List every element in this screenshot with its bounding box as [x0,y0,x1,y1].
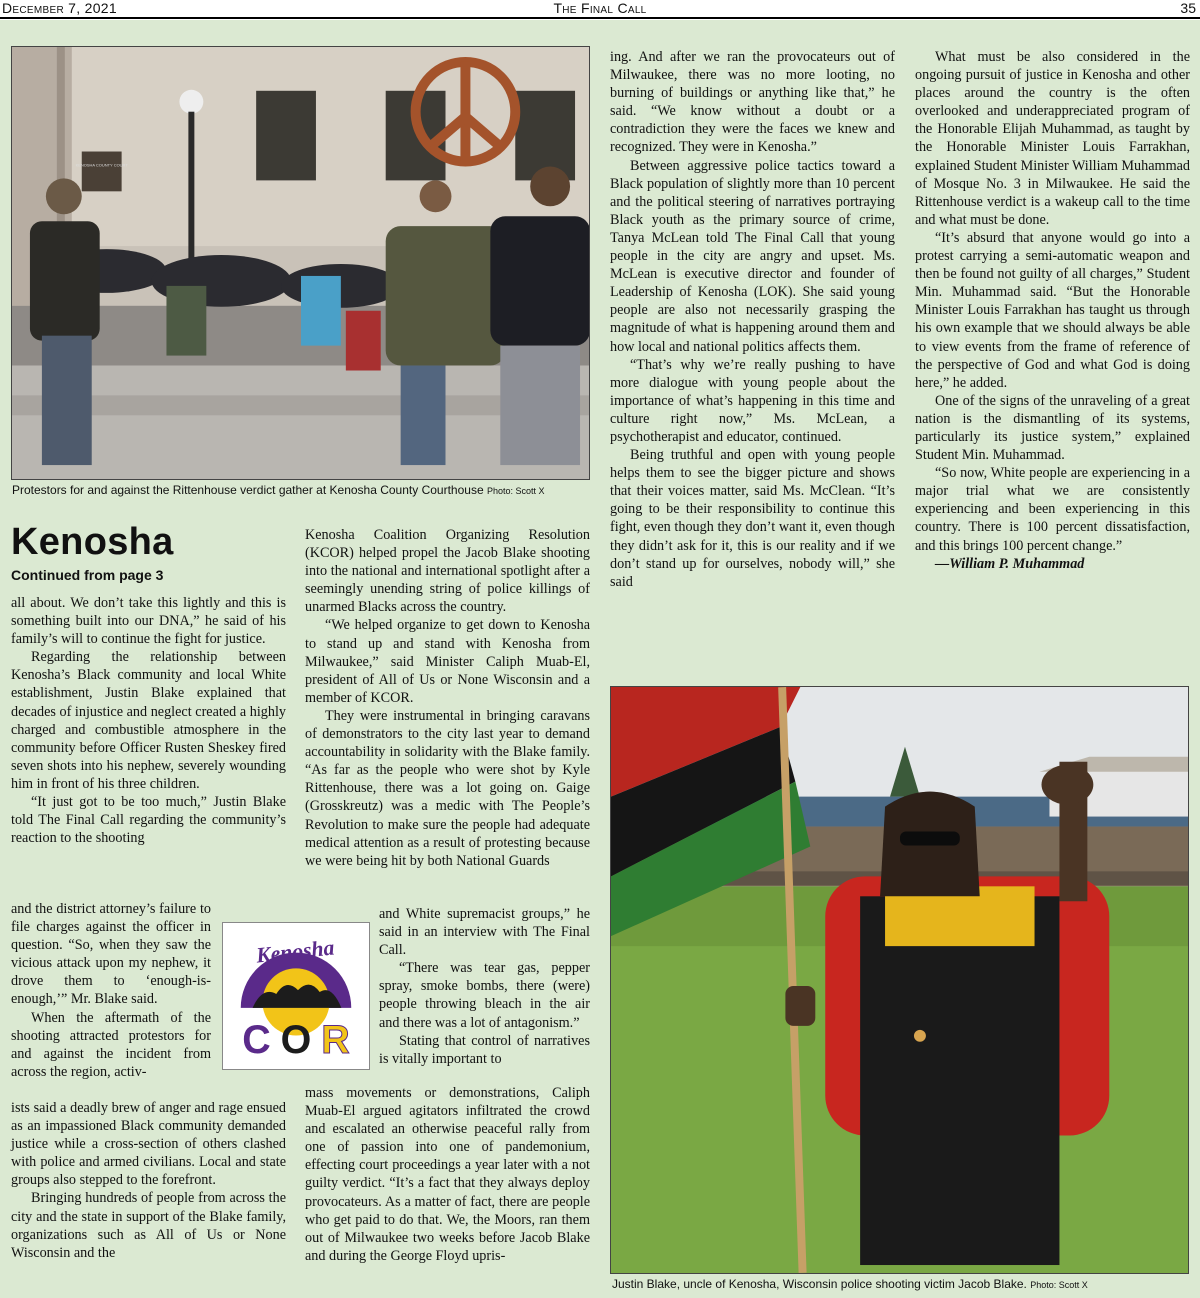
article-column-2-wrap [379,905,590,1068]
header-rule [0,17,1200,19]
photo2-caption-text: Justin Blake, uncle of Kenosha, Wisconsin police shooting victim Jacob Blake. [612,1277,1027,1291]
photo2-caption [612,1277,1088,1292]
paragraph: They were instrumental in bringing caravans of demonstrators to the city last year to demand accountability in solidarity with the Blake family. “As far as the people who were shot by Kyle Rittenhouse, there was a lot going on. Gaige (Grosskreutz) was a medic with The People’s Revolution to make sure the people had adequate medical attention as a result of protesting because we were being hit by both National Guards [305,707,590,869]
logo-letter-r: R [321,1018,350,1063]
paragraph: Between aggressive police tactics toward a Black population of slightly more than 10 percent and the political steering of narratives portraying Black youth as the primary source of crime, Tanya McLean told The Final Call that young people in the city are angry and upset. Ms. McLean is executive director and founder of Leadership of Kenosha (LOK). She said young people are also not necessarily grasping the magnitude of what is happening around them and how local and national politics affects them. [610,157,895,355]
paragraph: Kenosha Coalition Organizing Resolution (KCOR) helped propel the Jacob Blake shooting into the national and international spotlight after a seemingly unending string of police killings of unarmed Blacks across the country. [305,527,590,616]
article-column-1 [11,594,286,847]
publication-name: The Final Call [553,0,647,16]
paragraph: mass movements or demonstrations, Caliph Muab-El argued agitators infiltrated the crowd and escalated an otherwise peaceful rally from one of passion into one of pandemonium, effecting court proceedings a year later with a not guilty verdict. “It’s a fact that they always deploy provocateurs. As a matter of fact, there are people who get paid to do that. We, the Moors, ran them out of Milwaukee two weeks before Jacob Blake and during the George Floyd upris- [305,1085,590,1264]
kcor-logo [222,922,370,1070]
paragraph: Stating that control of narratives is vitally important to [379,1032,590,1067]
paragraph: “It just got to be too much,” Justin Blake told The Final Call regarding the community’s reaction to the shooting [11,794,286,847]
paragraph: and White supremacist groups,” he said in an interview with The Final Call. [379,906,590,959]
continued-from-line: Continued from page 3 [11,567,164,583]
paragraph: Being truthful and open with young people helps them to see the bigger picture and shows that their voices matter, said Ms. McClean. “It’s going to be their responsibility to continue this fight, even though they don’t want it, even though they didn’t ask for it, this is our reality and if we don’t stand up for ourselves, nobody will,” she said [610,447,895,590]
paragraph: What must be also considered in the ongoing pursuit of justice in Kenosha and other places around the country is the often overlooked and underappreciated program of the Honorable Elijah Muhammad, as taught by the Honorable Minister Louis Farrakhan, explained Student Minister William Muhammad of Mosque No. 3 in Milwaukee. He said the Rittenhouse verdict is a wakeup call to the time and what must be done. [915,49,1190,228]
paragraph: Regarding the relationship between Kenosha’s Black community and local White establishment, Justin Blake explained that decades of injustice and neglect created a highly charged and combustible atmosphere in the community before Officer Rusten Sheskey fired seven shots into his nephew, severely wounding him in front of his three children. [11,649,286,792]
paragraph: “It’s absurd that anyone would go into a protest carrying a semi-automatic weapon and then be found not guilty of all charges,” Student Min. Muhammad said. “But the Honorable Minister Louis Farrakhan has taught us through his own example that we should always be able to view events from the frame of reference of the perspective of God and what God is doing here,” he added. [915,229,1190,391]
paragraph: and the district attorney’s failure to file charges against the officer in question. “So, when they saw the vicious attack upon my nephew, it drove them to ‘enough-is-enough,’” Mr. Blake said. [11,901,211,1008]
running-head [0,0,1200,20]
courthouse-protest-photo [11,46,590,480]
paragraph: One of the signs of the unraveling of a great nation is the dismantling of its systems, particularly its justice system,” explained Student Min. Muhammad. [915,392,1190,464]
logo-letter-c: C [242,1018,271,1063]
photo1-credit: Photo: Scott X [486,486,545,496]
paragraph: When the aftermath of the shooting attracted protestors for and against the incident from across the region, activ- [11,1009,211,1080]
page-number: 35 [1180,0,1196,16]
paragraph: “We helped organize to get down to Kenosha to stand up and stand with Kenosha from Milwaukee,” said Minister Caliph Muab-El, president of All of Us or None Wisconsin and a member of KCOR. [305,617,590,706]
issue-date: December 7, 2021 [2,0,117,16]
logo-script-text: Kenosha [255,935,336,968]
paragraph: “That’s why we’re really pushing to have more dialogue with young people about the importance of what’s happening in this time and culture right now,” Ms. McLean, a psychotherapist and educator, continued. [610,356,895,445]
article-column-1-wrap [11,900,211,1081]
article-headline: Kenosha [11,521,174,563]
article-column-1-end [11,1099,286,1262]
paragraph: ing. And after we ran the provocateurs out of Milwaukee, there was no more looting, no burning of buildings or anything like that,” he said. “We know without a doubt or a contradiction they were the faces we knew and recognized. They were in Kenosha.” [610,49,895,156]
article-column-4 [915,48,1190,573]
photo1-caption [12,483,545,498]
logo-letter-o: O [280,1018,312,1063]
author-signature: —William P. Muhammad [935,555,1085,572]
paragraph: “There was tear gas, pepper spray, smoke bombs, there (were) people throwing bleach in the air and there was a lot of antagonism.” [379,960,590,1031]
article-column-2 [305,526,590,870]
paragraph: all about. We don’t take this lightly and this is something built into our DNA,” he said of his family’s will to continue the fight for justice. [11,595,286,648]
photo2-credit: Photo: Scott X [1030,1280,1088,1290]
courthouse-sign-text: KENOSHA COUNTY COURT [75,162,128,168]
article-column-2-end [305,1084,590,1265]
paragraph: Bringing hundreds of people from across the city and the state in support of the Blake family, organizations such as All of Us or None Wisconsin and the [11,1190,286,1261]
photo1-caption-text: Protestors for and against the Rittenhouse verdict gather at Kenosha County Courthouse [12,483,484,497]
paragraph: “So now, White people are experiencing in a major trial what we are consistently experiencing and been experiencing in this country. There is 100 percent dissatisfaction, and this brings 100 percent change.” [915,465,1190,554]
paragraph: ists said a deadly brew of anger and rage ensued as an impassioned Black community demanded justice while a cross-section of others clashed with police and armed civilians. Local and state groups also stepped to the forefront. [11,1100,286,1189]
justin-blake-photo [610,686,1189,1274]
article-column-3 [610,48,895,591]
